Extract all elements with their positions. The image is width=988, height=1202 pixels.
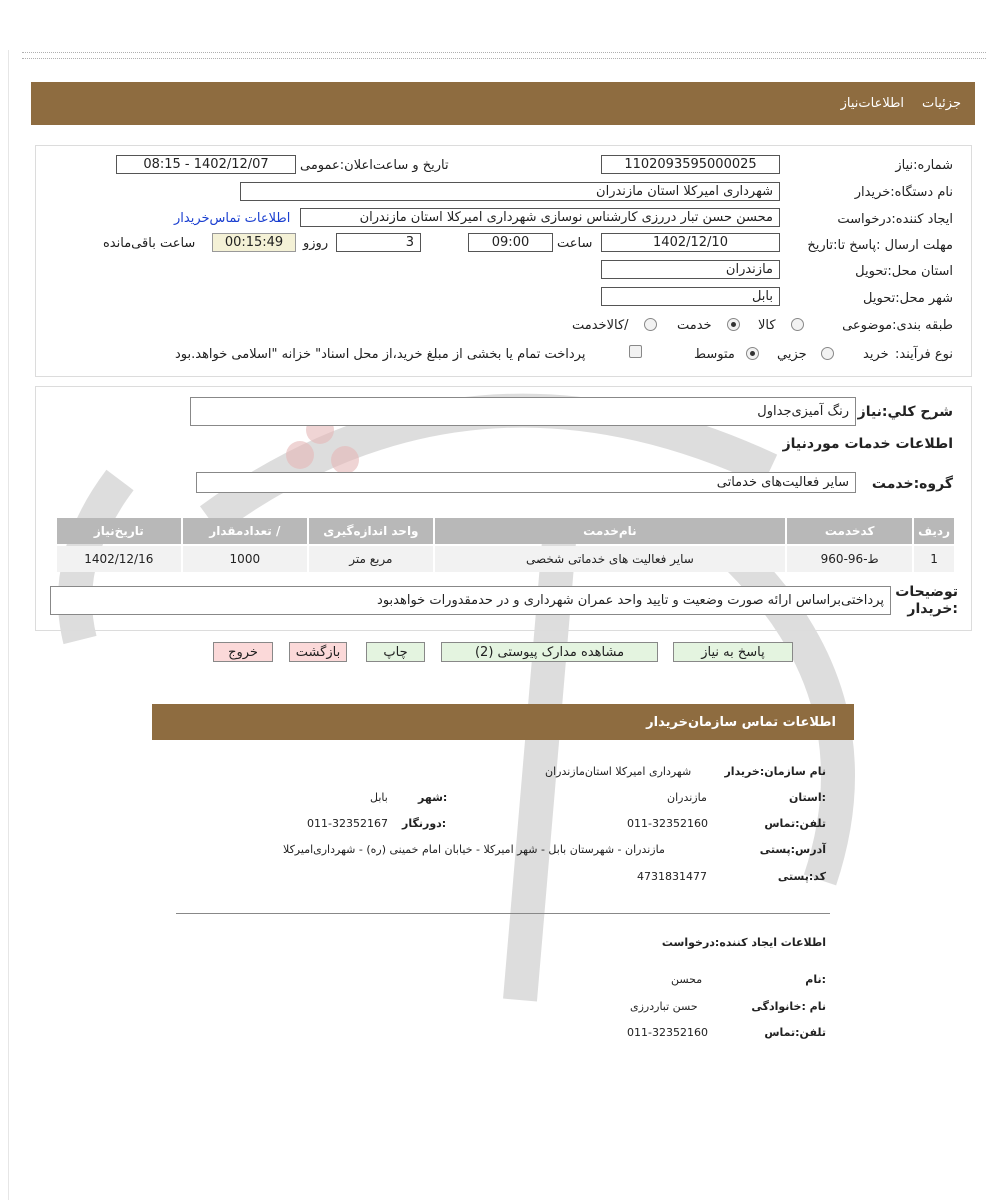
contact-fax-label: :دورنگار xyxy=(402,817,447,830)
category-label: طبقه بندی:موضوعی xyxy=(842,318,953,333)
creator-name-label: :نام xyxy=(805,973,826,986)
buyer-contact-link[interactable]: اطلاعات تماس‌خریدار xyxy=(174,211,291,226)
contact-divider xyxy=(176,913,830,914)
services-info-title: اطلاعات خدمات موردنیاز xyxy=(782,436,953,452)
city-field: بابل xyxy=(601,287,780,306)
contact-province-label: :استان xyxy=(789,791,826,804)
contact-city-label: :شهر xyxy=(418,791,448,804)
treasury-payment-checkbox[interactable] xyxy=(629,345,642,358)
cell-service-name: سایر فعالیت های خدماتی شخصی xyxy=(435,546,786,572)
days-field: 3 xyxy=(336,233,421,252)
creator-family-label: نام :خانوادگی xyxy=(751,1000,826,1013)
service-group-label: گروه:خدمت xyxy=(871,476,953,492)
contact-phone-value: 011-32352160 xyxy=(627,817,708,830)
category-goods-service-label: /کالاخدمت xyxy=(572,318,629,333)
col-quantity: / تعدادمقدار xyxy=(183,518,307,544)
cell-quantity: 1000 xyxy=(183,546,307,572)
col-row: ردیف xyxy=(914,518,954,544)
cell-row: 1 xyxy=(914,546,954,572)
contact-org-label: نام سازمان:خریدار xyxy=(724,765,826,778)
process-medium-label: متوسط xyxy=(694,347,735,362)
category-goods-service-radio[interactable] xyxy=(644,318,657,331)
remaining-time-field: 00:15:49 xyxy=(212,233,296,252)
creator-label: ایجاد کننده:درخواست xyxy=(837,212,953,227)
col-need-date: تاریخ‌نیاز xyxy=(57,518,181,544)
left-border xyxy=(8,50,9,1200)
need-number-label: شماره:نیاز xyxy=(895,158,953,173)
process-label: نوع فرآیند: xyxy=(895,347,953,362)
contact-title: اطلاعات تماس سازمان‌خریدار xyxy=(646,714,836,730)
view-attachments-button[interactable]: مشاهده مدارک پیوستی (2) xyxy=(441,642,658,662)
cell-service-code: ط-96-960 xyxy=(787,546,912,572)
process-medium-radio[interactable] xyxy=(746,347,759,360)
process-minor-radio[interactable] xyxy=(821,347,834,360)
service-group-field: سایر فعالیت‌های خدماتی xyxy=(196,472,856,493)
creator-field: محسن حسن تبار دررزی کارشناس نوسازی شهرداری امیرکلا استان مازندران xyxy=(300,208,780,227)
need-number-field: 1102093595000025 xyxy=(601,155,780,174)
top-divider xyxy=(22,52,986,59)
print-button[interactable]: چاپ xyxy=(366,642,425,662)
deadline-date-field: 1402/12/10 xyxy=(601,233,780,252)
buyer-notes-label: توضیحات :خریدار xyxy=(895,584,958,617)
creator-phone-value: 011-32352160 xyxy=(627,1026,708,1039)
process-buy: خرید xyxy=(863,347,889,362)
remaining-label: ساعت باقی‌مانده xyxy=(103,236,196,251)
table-row xyxy=(57,546,954,572)
cell-unit: مربع متر xyxy=(309,546,433,572)
treasury-payment-note: پرداخت تمام یا بخشی از مبلغ خرید،از محل اسناد" خزانه "اسلامی خواهد.بود xyxy=(175,347,586,362)
contact-postal-value: 4731831477 xyxy=(637,870,707,883)
creator-family-value: حسن تباردرزی xyxy=(630,1000,698,1013)
need-description-field: رنگ آمیزی‌جداول xyxy=(190,397,856,426)
process-minor-label: جزیي xyxy=(777,347,807,362)
announce-field: 1402/12/07 - 08:15 xyxy=(116,155,296,174)
contact-address-label: آدرس:پستی xyxy=(759,843,826,856)
header-bar xyxy=(31,82,975,125)
deadline-time-field: 09:00 xyxy=(468,233,553,252)
category-goods-label: کالا xyxy=(758,318,776,333)
col-service-name: نام‌خدمت xyxy=(435,518,786,544)
category-goods-radio[interactable] xyxy=(791,318,804,331)
tab-details[interactable]: جزئیات xyxy=(922,96,961,111)
services-table xyxy=(55,516,956,574)
col-service-code: کدخدمت xyxy=(787,518,912,544)
need-description-label: شرح کلي:نیاز xyxy=(857,404,953,420)
back-button[interactable]: بازگشت xyxy=(289,642,347,662)
contact-address-value: مازندران - شهرستان بابل - شهر امیرکلا - خیابان امام خمینی (ره) - شهرداری‌امیرکلا xyxy=(283,843,665,856)
contact-province-value: مازندران xyxy=(667,791,707,804)
announce-label: تاریخ و ساعت‌اعلان:عمومی xyxy=(300,158,449,173)
time-label: ساعت xyxy=(557,236,593,251)
contact-fax-value: 011-32352167 xyxy=(307,817,388,830)
contact-phone-label: تلفن:تماس xyxy=(764,817,826,830)
creator-phone-label: تلفن:تماس xyxy=(764,1026,826,1039)
buyer-org-label: نام دستگاه:خریدار xyxy=(854,185,953,200)
province-field: مازندران xyxy=(601,260,780,279)
reply-button[interactable]: پاسخ به نیاز xyxy=(673,642,793,662)
contact-bar xyxy=(152,704,854,740)
creator-name-value: محسن xyxy=(671,973,703,986)
cell-need-date: 1402/12/16 xyxy=(57,546,181,572)
col-unit: واحد اندازه‌گیری xyxy=(309,518,433,544)
need-info-panel xyxy=(35,145,972,377)
category-service-radio[interactable] xyxy=(727,318,740,331)
exit-button[interactable]: خروج xyxy=(213,642,273,662)
deadline-label: مهلت ارسال :پاسخ تا:تاریخ xyxy=(807,238,953,253)
buyer-notes-field: پرداختی‌براساس ارائه صورت وضعیت و تایید واحد عمران شهرداری و در حدمقدورات خواهدبود xyxy=(50,586,891,615)
province-label: استان محل:تحویل xyxy=(855,264,953,279)
buyer-org-field: شهرداری امیرکلا استان مازندران xyxy=(240,182,780,201)
contact-city-value: بابل xyxy=(370,791,388,804)
days-label: روزو xyxy=(303,236,329,251)
category-service-label: خدمت xyxy=(677,318,712,333)
city-label: شهر محل:تحویل xyxy=(863,291,953,306)
tab-need-info[interactable]: اطلاعات‌نیاز xyxy=(840,96,905,111)
creator-info-title: اطلاعات ایجاد کننده:درخواست xyxy=(661,936,826,949)
contact-postal-label: کد:پستی xyxy=(777,870,826,883)
contact-org-value: شهرداری امیرکلا استان‌مازندران xyxy=(545,765,692,778)
